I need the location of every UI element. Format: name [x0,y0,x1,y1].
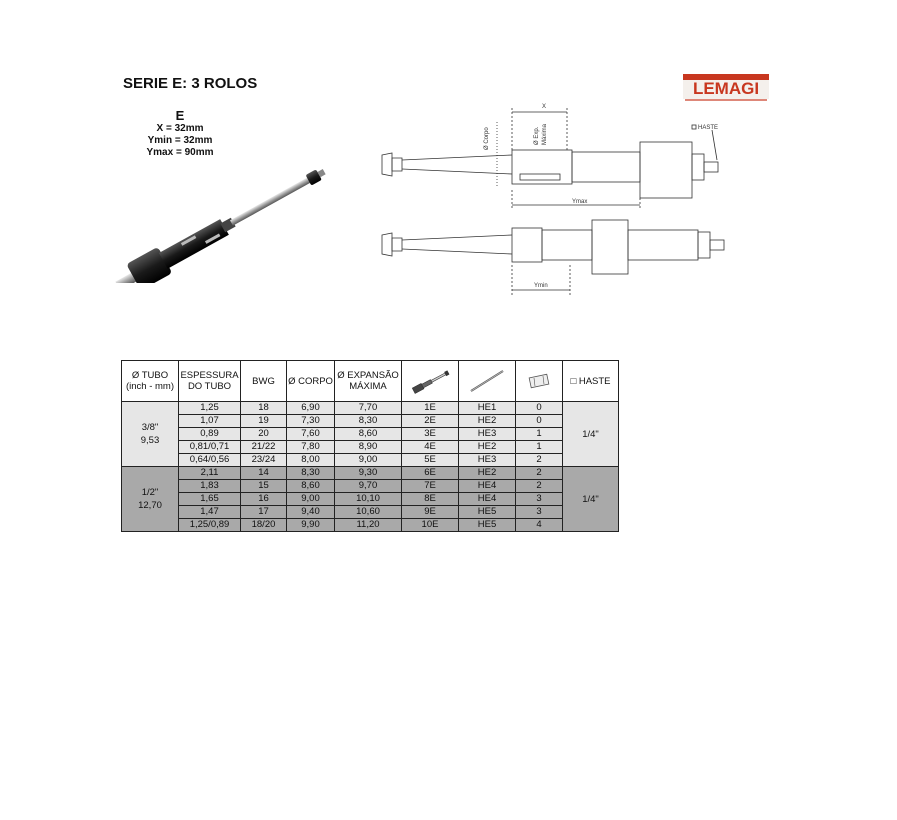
expansao-cell: 8,90 [335,441,402,454]
expander-model-cell: 2E [402,415,459,428]
model-specs [130,108,230,159]
espessura-cell: 1,65 [179,493,241,506]
label-ymax: Ymax [572,199,588,205]
expander-model-cell: 3E [402,428,459,441]
haste-cell: 1/4" [563,467,619,532]
logo-text: LEMAGI [692,79,760,98]
header-bwg: BWG [241,361,287,402]
table-row [122,493,619,506]
table-header-row [122,361,619,402]
bwg-cell: 18 [241,402,287,415]
tube-inch: 1/2" [141,487,159,498]
espessura-cell: 0,64/0,56 [179,454,241,467]
table-row [122,402,619,415]
label-x: X [542,104,547,110]
expansao-cell: 11,20 [335,519,402,532]
tube-inch: 3/8" [141,422,159,433]
upper-tip-body [392,158,402,171]
roller-count-cell: 3 [516,506,563,519]
haste-cell: 1/4" [563,402,619,467]
bwg-cell: 16 [241,493,287,506]
header-tubo: Ø TUBO (inch - mm) [122,361,179,402]
rod-model-cell: HE2 [459,467,516,480]
tube-mm: 12,70 [138,500,162,511]
corpo-cell: 9,00 [287,493,335,506]
roller-icon [516,361,563,402]
expander-model-cell: 9E [402,506,459,519]
expansao-cell: 8,30 [335,415,402,428]
technical-drawing [372,100,772,295]
table-row [122,415,619,428]
espessura-cell: 0,89 [179,428,241,441]
lower-tip [382,233,392,256]
corpo-cell: 9,40 [287,506,335,519]
bwg-cell: 21/22 [241,441,287,454]
expander-model-cell: 1E [402,402,459,415]
expander-model-cell: 4E [402,441,459,454]
rod-model-cell: HE5 [459,506,516,519]
model-letter: E [175,108,185,123]
lower-collar [592,220,628,274]
roller-count-cell: 2 [516,480,563,493]
table-row [122,506,619,519]
upper-collar [640,142,692,198]
expander-model-cell: 6E [402,467,459,480]
expansao-cell: 9,70 [335,480,402,493]
tube-size-cell [122,402,179,467]
roller-count-cell: 2 [516,467,563,480]
spec-ymin: Ymin = 32mm [147,135,213,146]
label-haste: HASTE [698,125,719,131]
corpo-cell: 8,30 [287,467,335,480]
bwg-cell: 23/24 [241,454,287,467]
espessura-cell: 1,83 [179,480,241,493]
table-row [122,454,619,467]
expander-model-cell: 5E [402,454,459,467]
spec-x: X = 32mm [156,123,204,134]
rod-icon [459,361,516,402]
espessura-cell: 0,81/0,71 [179,441,241,454]
rod-model-cell: HE4 [459,480,516,493]
corpo-cell: 7,60 [287,428,335,441]
rod-model-cell: HE3 [459,454,516,467]
roller-count-cell: 4 [516,519,563,532]
tube-mm: 9,53 [140,435,160,446]
rod-model-cell: HE1 [459,402,516,415]
corpo-cell: 8,60 [287,480,335,493]
bwg-cell: 15 [241,480,287,493]
bwg-cell: 20 [241,428,287,441]
rod-model-cell: HE2 [459,415,516,428]
roller-count-cell: 0 [516,415,563,428]
expander-model-cell: 7E [402,480,459,493]
corpo-cell: 9,90 [287,519,335,532]
corpo-cell: 6,90 [287,402,335,415]
tube-expander-photo [108,168,348,283]
corpo-cell: 8,00 [287,454,335,467]
corpo-cell: 7,80 [287,441,335,454]
espessura-cell: 1,25 [179,402,241,415]
rod-model-cell: HE5 [459,519,516,532]
bwg-cell: 17 [241,506,287,519]
upper-cage [512,150,572,184]
rod-model-cell: HE2 [459,441,516,454]
expander-model-cell: 10E [402,519,459,532]
label-corpo: Ø Corpo [484,127,490,150]
expansao-cell: 7,70 [335,402,402,415]
corpo-cell: 7,30 [287,415,335,428]
roller-count-cell: 1 [516,428,563,441]
header-expansao: Ø EXPANSÃO MÁXIMA [335,361,402,402]
bwg-cell: 18/20 [241,519,287,532]
page-title: SERIE E: 3 ROLOS [123,75,258,92]
table-row [122,467,619,480]
header-haste: □ HASTE [563,361,619,402]
label-ymin: Ymin [534,283,548,289]
espessura-cell: 1,47 [179,506,241,519]
label-exp: Ø Exp. [534,126,540,145]
bwg-cell: 19 [241,415,287,428]
rod-model-cell: HE3 [459,428,516,441]
table-row [122,441,619,454]
expansao-cell: 9,30 [335,467,402,480]
espessura-cell: 2,11 [179,467,241,480]
spec-ymax: Ymax = 90mm [146,147,214,158]
expansao-cell: 10,10 [335,493,402,506]
header-corpo: Ø CORPO [287,361,335,402]
expansao-cell: 9,00 [335,454,402,467]
rod-model-cell: HE4 [459,493,516,506]
table-row [122,480,619,493]
specs-table [121,360,619,532]
roller-count-cell: 2 [516,454,563,467]
expansao-cell: 8,60 [335,428,402,441]
table-row [122,519,619,532]
expansao-cell: 10,60 [335,506,402,519]
espessura-cell: 1,07 [179,415,241,428]
bwg-cell: 14 [241,467,287,480]
expander-model-cell: 8E [402,493,459,506]
tube-size-cell [122,467,179,532]
roller-count-cell: 1 [516,441,563,454]
espessura-cell: 1,25/0,89 [179,519,241,532]
label-exp-max: Máxima [542,123,548,145]
table-row [122,428,619,441]
header-espessura: ESPESSURA DO TUBO [179,361,241,402]
upper-tip [382,153,392,176]
table-body [122,402,619,532]
roller-count-cell: 0 [516,402,563,415]
expander-icon [402,361,459,402]
roller-count-cell: 3 [516,493,563,506]
